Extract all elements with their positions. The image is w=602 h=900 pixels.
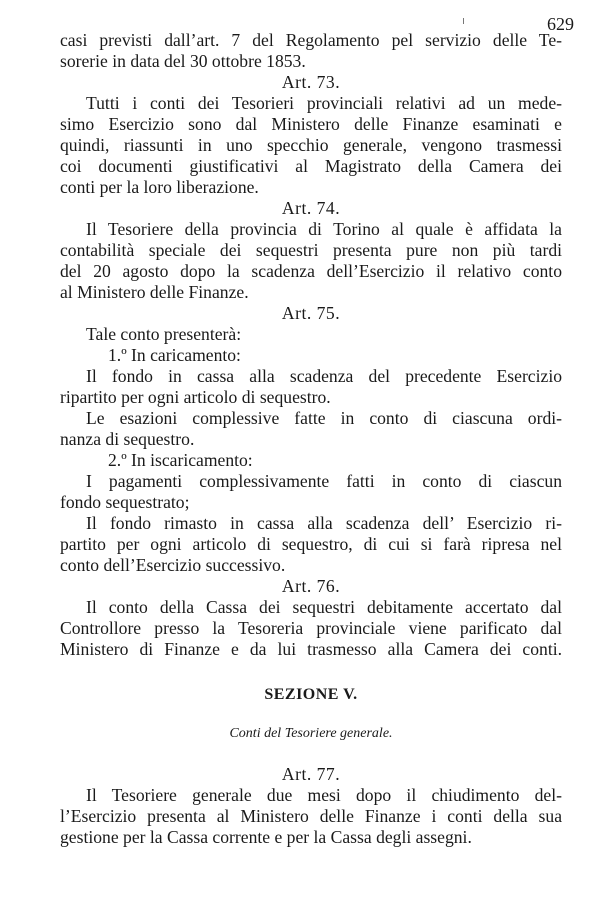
text-line: conti per la loro liberazione.: [60, 177, 259, 197]
article-heading: Art. 77.: [281, 764, 341, 784]
text-line: del 20 agosto dopo la scadenza dell’Esercizio il relativo conto: [60, 261, 562, 281]
text-line: Il conto della Cassa dei sequestri debitamente accertato dal: [86, 597, 562, 617]
text-line: Le esazioni complessive fatte in conto di ciascuna ordi-: [86, 408, 562, 428]
text-line: l’Esercizio presenta al Ministero delle Finanze i conti della sua: [60, 806, 562, 826]
printer-mark: [463, 18, 464, 24]
text-line: Controllore presso la Tesoreria provinciale viene parificato dal: [60, 618, 562, 638]
text-line: fondo sequestrato;: [60, 492, 190, 512]
text-line: 2.º In iscaricamento:: [108, 450, 253, 470]
text-line: gestione per la Cassa corrente e per la Cassa degli assegni.: [60, 827, 472, 847]
text-line: quindi, riassunti in uno specchio generale, vengono trasmessi: [60, 135, 562, 155]
text-line: ripartito per ogni articolo di sequestro.: [60, 387, 331, 407]
text-line: contabilità speciale dei sequestri presenta pure non più tardi: [60, 240, 562, 260]
article-heading: Art. 75.: [281, 303, 341, 323]
text-line: partito per ogni articolo di sequestro, di cui si farà ripresa nel: [60, 534, 562, 554]
text-line: Tale conto presenterà:: [86, 324, 242, 344]
text-line: Tutti i conti dei Tesorieri provinciali relativi ad un mede-: [86, 93, 562, 113]
text-line: casi previsti dall’art. 7 del Regolamento pel servizio delle Te-: [60, 30, 562, 50]
text-line: Il fondo rimasto in cassa alla scadenza dell’ Esercizio ri-: [86, 513, 562, 533]
text-line: Il Tesoriere della provincia di Torino al quale è affidata la: [86, 219, 562, 239]
text-line: nanza di sequestro.: [60, 429, 195, 449]
text-line: sorerie in data del 30 ottobre 1853.: [60, 51, 306, 71]
text-line: simo Esercizio sono dal Ministero delle Finanze esaminati e: [60, 114, 562, 134]
page-body: [60, 30, 562, 848]
text-line: 1.º In caricamento:: [108, 345, 241, 365]
article-heading: Art. 73.: [281, 72, 341, 92]
article-heading: Art. 76.: [281, 576, 341, 596]
section-heading: SEZIONE V.: [264, 686, 358, 703]
text-line: Ministero di Finanze e da lui trasmesso alla Camera dei conti.: [60, 639, 562, 659]
page-number: 629: [547, 14, 574, 34]
text-line: Il fondo in cassa alla scadenza del precedente Esercizio: [86, 366, 562, 386]
text-line: Il Tesoriere generale due mesi dopo il chiudimento del-: [86, 785, 562, 805]
section-subtitle: Conti del Tesoriere generale.: [229, 726, 393, 741]
text-line: conto dell’Esercizio successivo.: [60, 555, 286, 575]
text-line: coi documenti giustificativi al Magistrato della Camera dei: [60, 156, 562, 176]
article-heading: Art. 74.: [281, 198, 341, 218]
text-line: al Ministero delle Finanze.: [60, 282, 249, 302]
text-line: I pagamenti complessivamente fatti in conto di ciascun: [86, 471, 562, 491]
